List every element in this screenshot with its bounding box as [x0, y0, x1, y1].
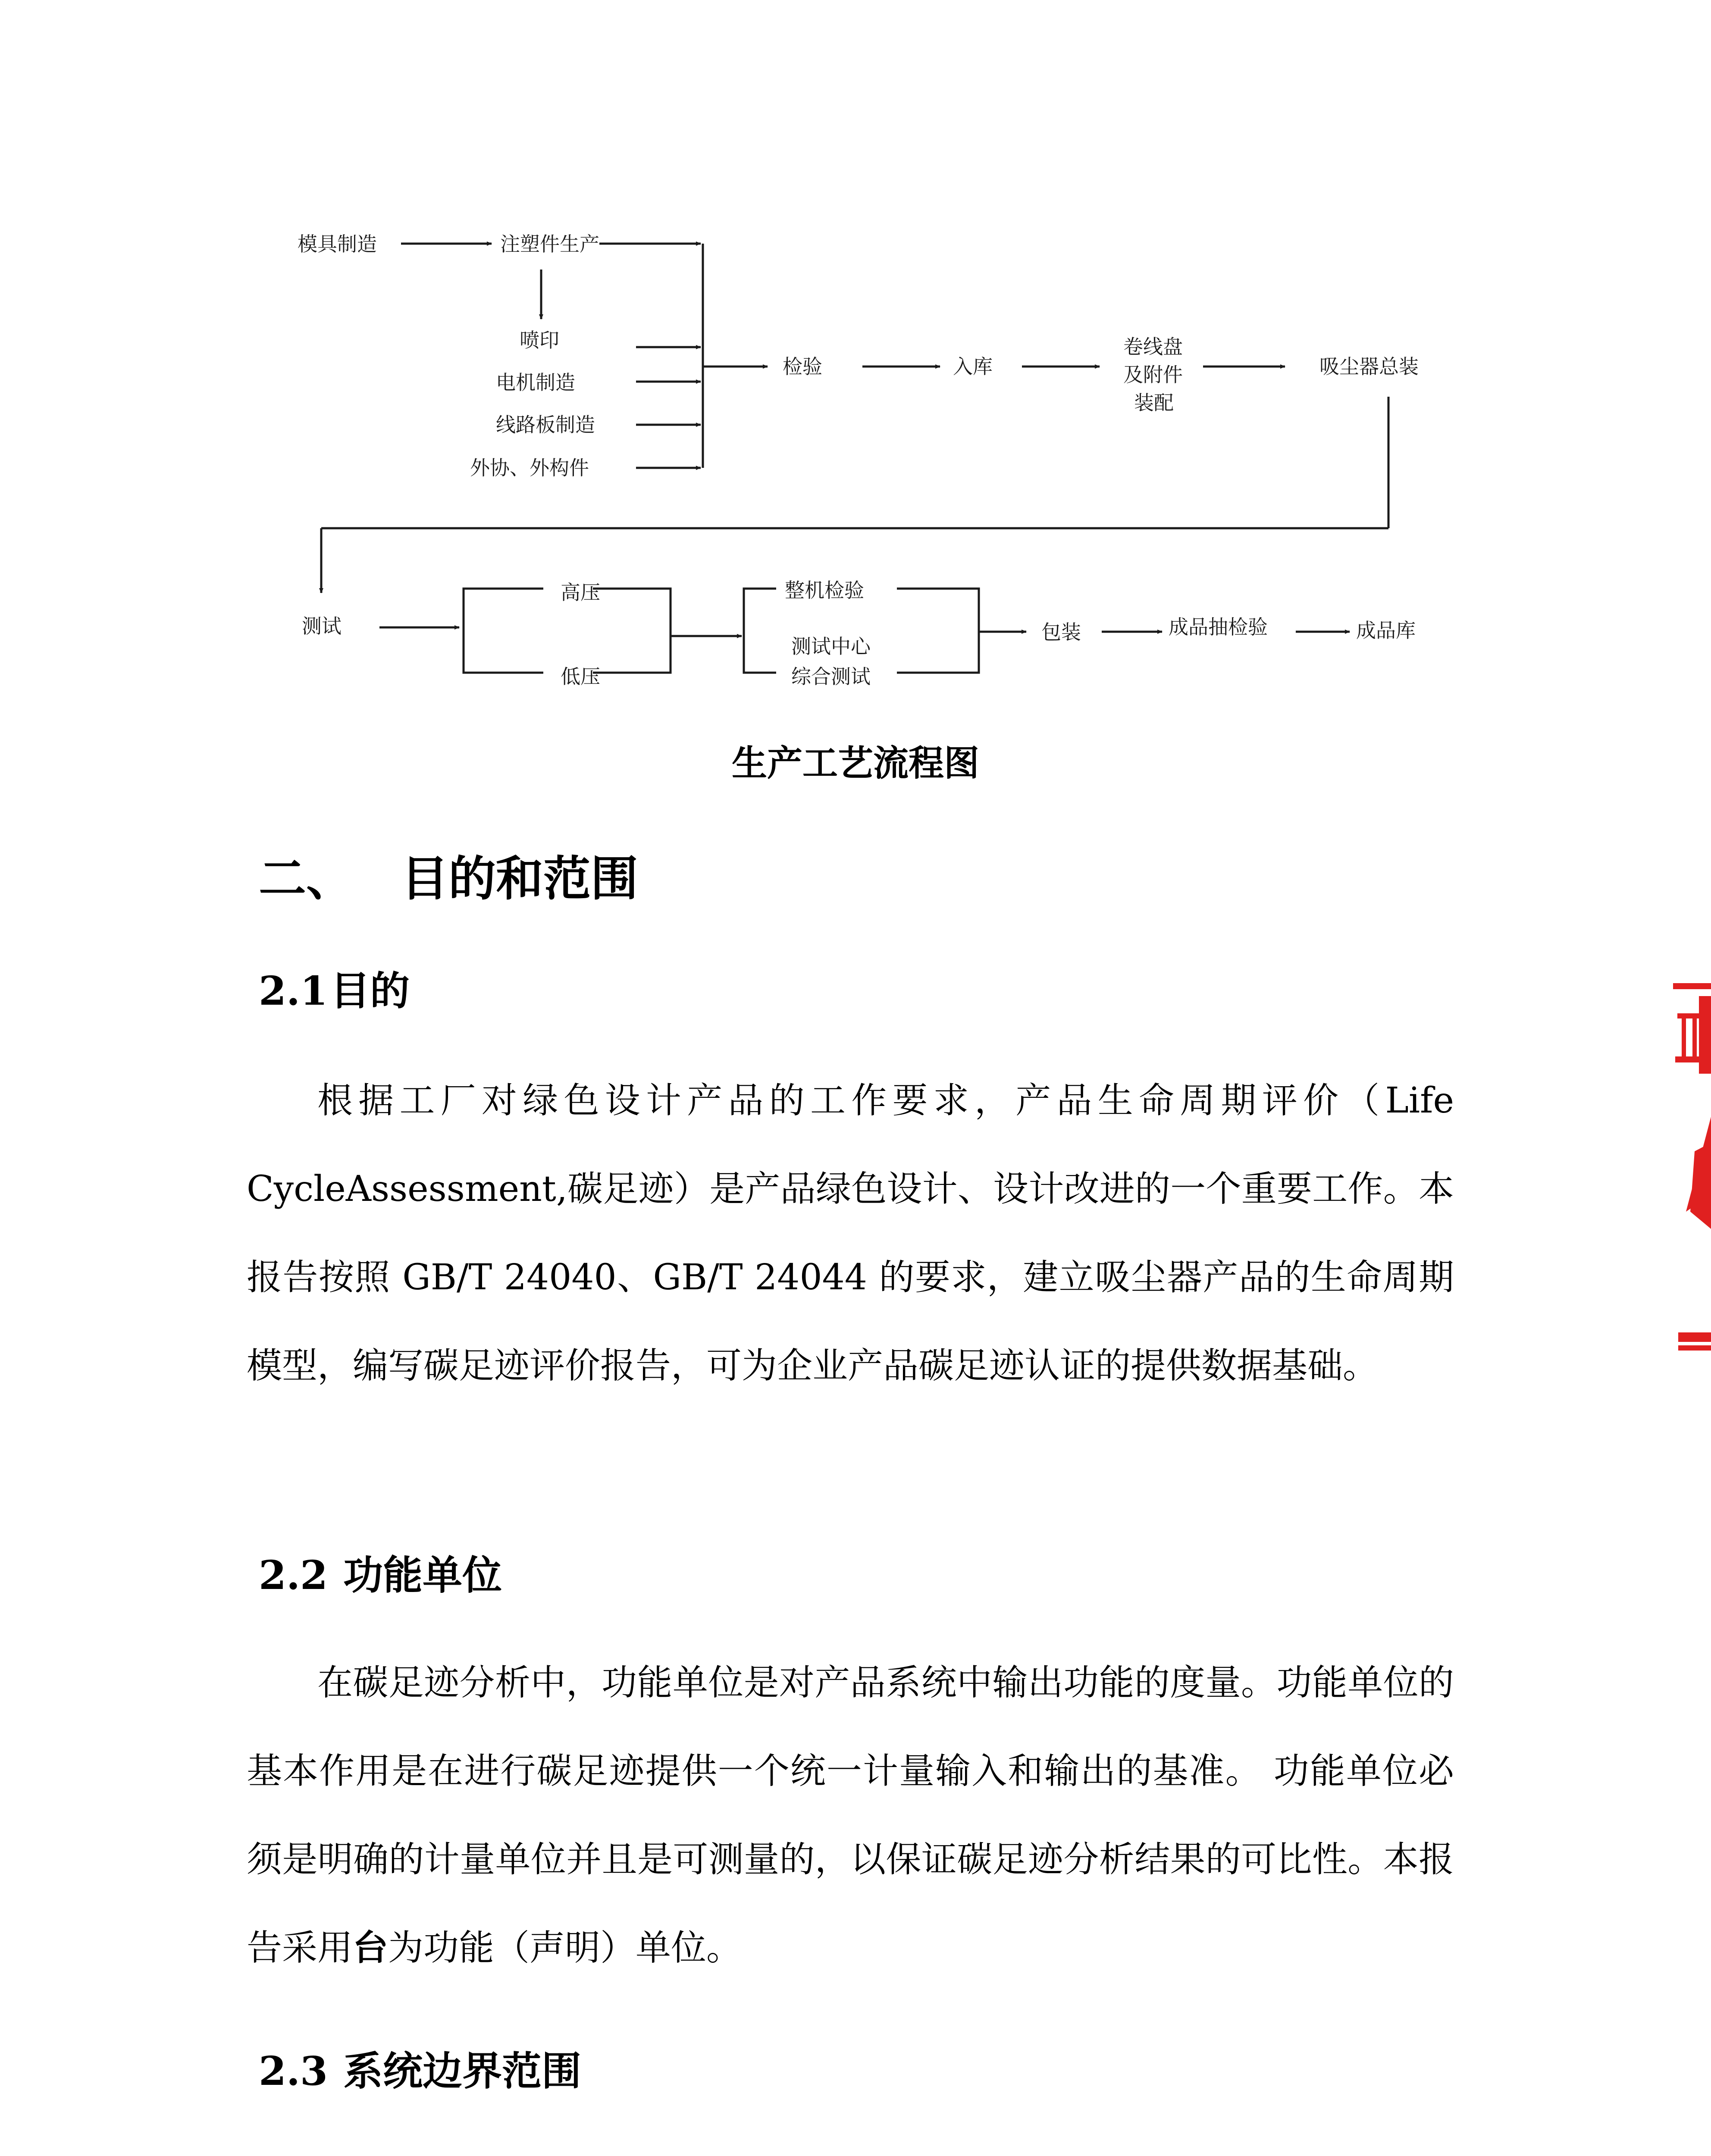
node-injection-production: 注塑件生产	[500, 232, 599, 256]
subsection-heading-2-3	[259, 2040, 581, 2096]
node-sample-inspection: 成品抽检验	[1169, 615, 1268, 639]
node-reel-assembly-line3: 装配	[1134, 391, 1174, 414]
subsection-heading-2-1	[259, 959, 410, 1016]
node-testing: 测试	[302, 614, 342, 638]
paragraph-text: 在碳足迹分析中，功能单位是对产品系统中输出功能的度量。功能单位的基本作用是在进行碳足迹提供一个统一计量输入和输出的基准。 功能单位必须是明确的计量单位并且是可测量的，以保证碳足迹分析结果的可比性。本报告采用	[247, 1662, 1454, 1968]
node-final-assembly: 吸尘器总装	[1319, 355, 1419, 378]
red-stamp-fragment	[1669, 970, 1711, 1380]
node-mold-making: 模具制造	[298, 232, 377, 256]
subsection-heading-2-2	[259, 1544, 502, 1601]
node-test-center-line1: 测试中心	[791, 635, 871, 658]
node-test-center-line2: 综合测试	[791, 665, 871, 688]
subsection-number: 2.1	[259, 968, 328, 1014]
functional-unit-emphasis: 台	[353, 1927, 389, 1968]
node-outsourced-parts: 外协、外构件	[470, 456, 589, 479]
section-heading	[259, 841, 638, 909]
node-storage: 入库	[953, 355, 993, 378]
subsection-number: 2.2	[259, 1552, 328, 1598]
section-number: 二、	[259, 851, 354, 906]
paragraph-purpose: 根据工厂对绿色设计产品的工作要求，产品生命周期评价（Life CycleAssessment,碳足迹）是产品绿色设计、设计改进的一个重要工作。本报告按照 GB/T 24040、GB/T 24044 的要求，建立吸尘器产品的生命周期模型，编写碳足迹评价报告，可为企业产品碳足迹认证的提供数据基础。	[247, 1080, 1454, 1386]
node-low-voltage: 低压	[561, 665, 600, 688]
subsection-title: 目的	[330, 968, 410, 1014]
paragraph-system-boundary	[247, 2137, 1454, 2156]
figure-caption: 生产工艺流程图	[731, 743, 979, 784]
node-inspection: 检验	[783, 355, 822, 378]
production-flowchart	[0, 0, 1711, 716]
subsection-number: 2.3	[259, 2048, 328, 2094]
subsection-title: 功能单位	[343, 1552, 502, 1598]
node-machine-inspection: 整机检验	[785, 579, 864, 602]
node-reel-assembly-line1: 卷线盘	[1123, 335, 1183, 358]
subsection-title: 系统边界范围	[343, 2048, 582, 2094]
node-high-voltage: 高压	[561, 581, 600, 604]
node-motor-manufacturing: 电机制造	[496, 371, 575, 394]
paragraph-text: 为功能（声明）单位。	[388, 1927, 742, 1968]
node-circuit-board-manufacturing: 线路板制造	[496, 413, 595, 436]
section-title: 目的和范围	[401, 851, 638, 906]
node-reel-assembly-line2: 及附件	[1123, 363, 1183, 386]
node-packaging: 包装	[1041, 620, 1081, 644]
paragraph-functional-unit	[247, 1639, 1454, 1992]
node-finished-warehouse: 成品库	[1356, 619, 1416, 642]
node-spray-printing: 喷印	[520, 329, 559, 352]
